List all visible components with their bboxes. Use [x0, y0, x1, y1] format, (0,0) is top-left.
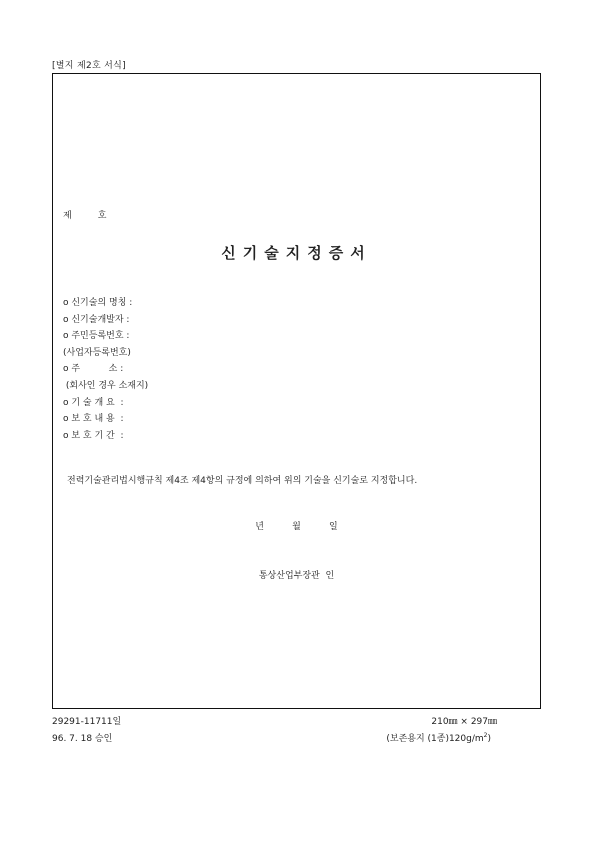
- paper-spec-main: (보존용지 (1종)120g/m: [386, 734, 484, 744]
- field-list: [63, 295, 148, 444]
- paper-size: 210㎜ × 297㎜: [431, 717, 497, 727]
- issuer-signature: 통상산업부장관 인: [258, 571, 335, 581]
- approval-date: 96. 7. 18 승인: [52, 734, 113, 744]
- form-label: [별지 제2호 서식]: [52, 61, 126, 71]
- form-code: 29291-11711일: [52, 717, 122, 727]
- date-month: 월: [292, 522, 301, 532]
- field-protection-content: o 보 호 내 용 :: [63, 414, 124, 425]
- certificate-frame: [52, 73, 541, 709]
- date-day: 일: [329, 522, 338, 532]
- document-number-suffix: 호: [97, 211, 107, 221]
- field-technology-summary: o 기 술 개 요 :: [63, 397, 124, 408]
- field-developer: o 신기술개발자 :: [63, 314, 130, 325]
- designation-statement: 전력기술관리법시행규칙 제4조 제4항의 규정에 의하여 위의 기술을 신기술로 지정합니다.: [67, 476, 418, 486]
- field-business-number: (사업자등록번호): [63, 347, 131, 358]
- field-technology-name: o 신기술의 명칭 :: [63, 298, 133, 308]
- date-year: 년: [255, 522, 264, 532]
- field-address: o 주 소 :: [63, 364, 124, 375]
- certificate-title: 신기술지정증서: [221, 244, 372, 262]
- document-number-prefix: 제: [63, 211, 72, 221]
- field-resident-number: o 주민등록번호 :: [63, 331, 130, 342]
- paper-spec: [386, 731, 491, 744]
- field-protection-period: o 보 호 기 간 :: [63, 430, 124, 441]
- paper-spec-superscript: 2: [483, 732, 488, 739]
- paper-spec-end: ): [487, 734, 491, 744]
- document-number: [63, 208, 106, 221]
- field-address-note: (회사인 경우 소재지): [63, 380, 149, 391]
- date-line: [53, 519, 540, 532]
